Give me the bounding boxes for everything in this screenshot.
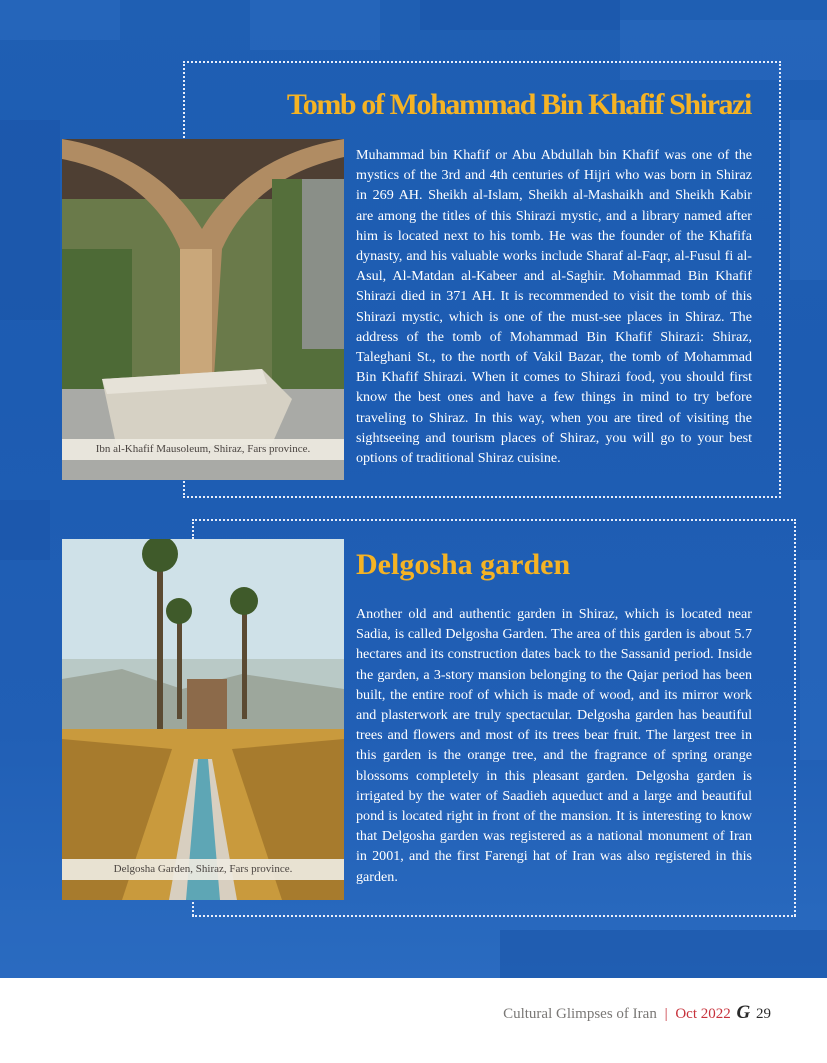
article1-frame-bottom (183, 496, 781, 498)
article1-body: Muhammad bin Khafif or Abu Abdullah bin Khafif was one of the mystics of the 3rd and 4th centuries of Hijri who was born in Shiraz in 269 AH. Sheikh al-Islam, Sheikh al-Mashaikh and Sheikh Kabir are among the titles of this Shirazi mystic, and a library named after him is located next to his tomb. He was the founder of the Khafifa dynasty, and his valuable works include Sharaf al-Faqr, al-Fusul fi al-Asul, Al-Matdan al-Kabeer and al-Saghir. Mohammad Bin Khafif Shirazi died in 371 AH. It is recommended to visit the tomb of this Shirazi mystic, which is one of the must-see places in Shiraz. The address of the tomb of Mohammad Bin Khafif Shirazi: Shiraz, Taleghani St., to the north of Vakil Bazar, the tomb of Mohammad Bin Khafif Shirazi. When it comes to Shirazi food, you should first know the best ones and have a few things in mind to try before traveling to Shiraz. In this way, when you are tired of visiting the sightseeing and tourism places of Shiraz, you will go to your best options of traditional Shiraz cuisine. (356, 147, 752, 467)
issue-date: Oct 2022 (675, 1006, 731, 1022)
article2-frame-bottom (192, 915, 796, 917)
article2-frame-top (192, 519, 796, 521)
garden-caption: Delgosha Garden, Shiraz, Fars province. (62, 859, 344, 880)
article2-body: Another old and authentic garden in Shiraz, which is located near Sadia, is called Delgosha Garden. The area of this garden is about 5.7 hectares and its construction dates back to the Sassanid period. Inside the garden, a 3-story mansion belonging to the Qajar period has been built, the entire roof of which is made of wood, and its mirror work and plasterwork are truly spectacular. Delgosha garden has beautiful trees and flowers and most of its trees bear fruit. The largest tree in this garden is the orange tree, and the fragrance of spring orange blossoms completely in this pleasant garden. Delgosha garden is irrigated by the water of Saadieh aqueduct and a large and beautiful pond is located right in front of the mansion. It is interesting to know that Delgosha garden was registered as a national monument of Iran in 2001, and the first Farengi hat of Iran was also registered in this garden. (356, 606, 752, 885)
page-number: 29 (756, 1006, 771, 1022)
article2-frame-right (794, 519, 796, 916)
article1-frame-left-bottom (183, 478, 185, 498)
mausoleum-photo (62, 139, 344, 480)
footer-separator: | (664, 1006, 668, 1022)
mausoleum-caption: Ibn al-Khafif Mausoleum, Shiraz, Fars province. (62, 439, 344, 460)
article1-frame-left-top (183, 61, 185, 141)
garden-photo (62, 539, 344, 900)
article1-title: Tomb of Mohammad Bin Khafif Shirazi (286, 88, 751, 121)
article2-frame-left-bottom (192, 898, 194, 916)
garden-illustration (62, 539, 344, 900)
article2-frame-left-top (192, 519, 194, 539)
article2-title: Delgosha garden (356, 548, 571, 581)
page-footer (503, 1002, 771, 1024)
magazine-logo-icon: G (736, 1002, 751, 1023)
publication-name: Cultural Glimpses of Iran (503, 1006, 657, 1022)
mausoleum-illustration (62, 139, 344, 480)
